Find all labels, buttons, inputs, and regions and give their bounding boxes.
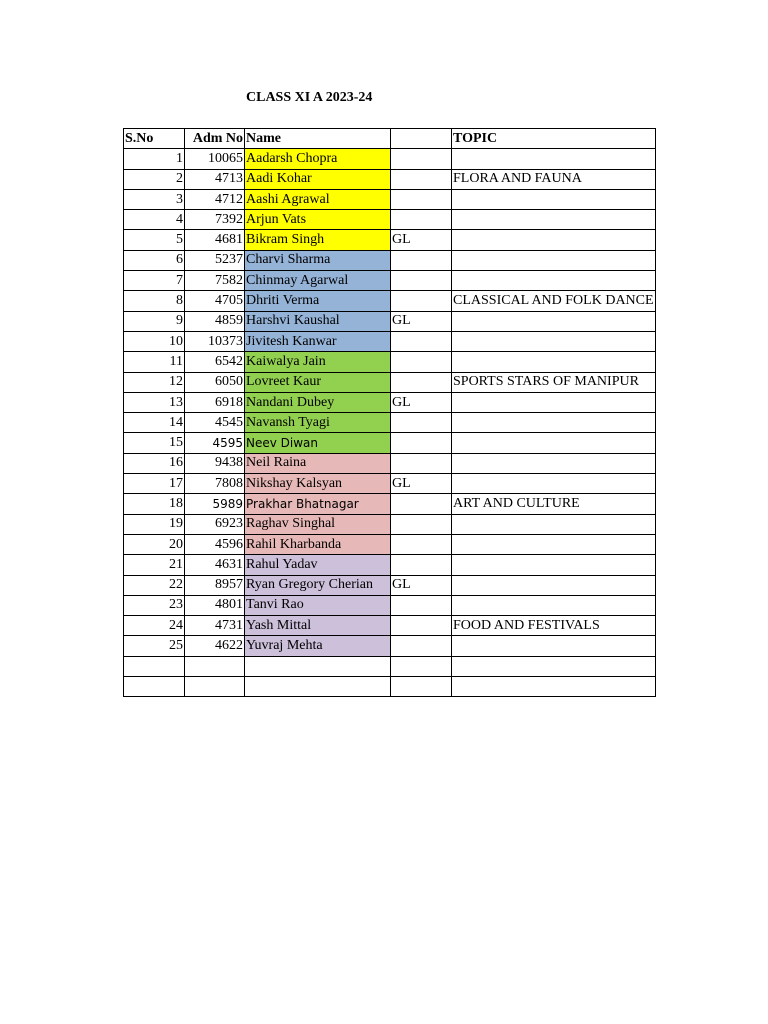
adm-no-cell: 10065 <box>185 149 245 169</box>
sno-cell: 16 <box>124 453 185 473</box>
name-cell: Neev Diwan <box>245 433 391 453</box>
name-cell: Rahul Yadav <box>245 555 391 575</box>
gl-cell <box>391 291 452 311</box>
topic-cell <box>452 210 656 230</box>
adm-no-cell: 9438 <box>185 453 245 473</box>
topic-cell <box>452 331 656 351</box>
name-cell: Harshvi Kaushal <box>245 311 391 331</box>
name-cell: Aadarsh Chopra <box>245 149 391 169</box>
name-cell: Prakhar Bhatnagar <box>245 494 391 514</box>
header-sno: S.No <box>124 129 185 149</box>
topic-cell: FOOD AND FESTIVALS <box>452 616 656 636</box>
sno-cell: 14 <box>124 413 185 433</box>
sno-cell: 18 <box>124 494 185 514</box>
name-cell: Raghav Singhal <box>245 514 391 534</box>
gl-cell <box>391 677 452 697</box>
topic-cell: SPORTS STARS OF MANIPUR <box>452 372 656 392</box>
gl-cell <box>391 250 452 270</box>
topic-cell: FLORA AND FAUNA <box>452 169 656 189</box>
adm-no-cell: 6542 <box>185 352 245 372</box>
adm-no-cell: 4859 <box>185 311 245 331</box>
name-cell: Tanvi Rao <box>245 595 391 615</box>
sno-cell: 7 <box>124 271 185 291</box>
table-row <box>124 514 656 534</box>
table-row <box>124 413 656 433</box>
table-row <box>124 453 656 473</box>
topic-cell <box>452 352 656 372</box>
adm-no-cell: 10373 <box>185 331 245 351</box>
adm-no-cell: 6050 <box>185 372 245 392</box>
sno-cell: 25 <box>124 636 185 656</box>
name-cell: Yuvraj Mehta <box>245 636 391 656</box>
gl-cell <box>391 494 452 514</box>
adm-no-cell: 6918 <box>185 392 245 412</box>
sno-cell: 2 <box>124 169 185 189</box>
adm-no-cell: 4705 <box>185 291 245 311</box>
table-row <box>124 210 656 230</box>
sno-cell: 23 <box>124 595 185 615</box>
gl-cell <box>391 534 452 554</box>
topic-cell <box>452 149 656 169</box>
topic-cell: ART AND CULTURE <box>452 494 656 514</box>
table-row <box>124 189 656 209</box>
name-cell: Charvi Sharma <box>245 250 391 270</box>
name-cell: Dhriti Verma <box>245 291 391 311</box>
adm-no-cell: 4712 <box>185 189 245 209</box>
adm-no-cell <box>185 656 245 676</box>
adm-no-cell: 7392 <box>185 210 245 230</box>
table-row <box>124 149 656 169</box>
gl-cell <box>391 514 452 534</box>
topic-cell <box>452 433 656 453</box>
adm-no-cell: 7808 <box>185 474 245 494</box>
gl-cell <box>391 169 452 189</box>
gl-cell: GL <box>391 392 452 412</box>
topic-cell <box>452 413 656 433</box>
adm-no-cell: 8957 <box>185 575 245 595</box>
adm-no-cell: 4631 <box>185 555 245 575</box>
gl-cell <box>391 149 452 169</box>
name-cell: Navansh Tyagi <box>245 413 391 433</box>
name-cell: Kaiwalya Jain <box>245 352 391 372</box>
topic-cell <box>452 474 656 494</box>
gl-cell <box>391 372 452 392</box>
sno-cell: 1 <box>124 149 185 169</box>
topic-cell <box>452 250 656 270</box>
gl-cell <box>391 413 452 433</box>
topic-cell <box>452 575 656 595</box>
table-row <box>124 169 656 189</box>
topic-cell <box>452 595 656 615</box>
table-row <box>124 555 656 575</box>
adm-no-cell: 4731 <box>185 616 245 636</box>
gl-cell: GL <box>391 230 452 250</box>
sheet-title: CLASS XI A 2023-24 <box>246 90 373 105</box>
topic-cell <box>452 392 656 412</box>
name-cell: Nandani Dubey <box>245 392 391 412</box>
table-row <box>124 636 656 656</box>
gl-cell: GL <box>391 575 452 595</box>
topic-cell <box>452 311 656 331</box>
topic-cell <box>452 677 656 697</box>
adm-no-cell: 4713 <box>185 169 245 189</box>
table-row <box>124 230 656 250</box>
name-cell: Bikram Singh <box>245 230 391 250</box>
table-row <box>124 575 656 595</box>
gl-cell <box>391 331 452 351</box>
sno-cell: 22 <box>124 575 185 595</box>
adm-no-cell <box>185 677 245 697</box>
adm-no-cell: 4622 <box>185 636 245 656</box>
name-cell <box>245 656 391 676</box>
table-row <box>124 595 656 615</box>
topic-cell <box>452 636 656 656</box>
header-name: Name <box>245 129 391 149</box>
table-row <box>124 331 656 351</box>
table-row <box>124 271 656 291</box>
table-row <box>124 291 656 311</box>
adm-no-cell: 4801 <box>185 595 245 615</box>
gl-cell <box>391 433 452 453</box>
sno-cell: 5 <box>124 230 185 250</box>
table-row <box>124 534 656 554</box>
adm-no-cell: 4595 <box>185 433 245 453</box>
topic-cell <box>452 514 656 534</box>
sno-cell: 19 <box>124 514 185 534</box>
header-blank <box>391 129 452 149</box>
sno-cell <box>124 677 185 697</box>
name-cell: Nikshay Kalsyan <box>245 474 391 494</box>
gl-cell <box>391 271 452 291</box>
table-row <box>124 372 656 392</box>
table-row <box>124 433 656 453</box>
table-row <box>124 352 656 372</box>
gl-cell: GL <box>391 474 452 494</box>
sno-cell: 13 <box>124 392 185 412</box>
topic-cell <box>452 271 656 291</box>
name-cell: Lovreet Kaur <box>245 372 391 392</box>
sno-cell: 9 <box>124 311 185 331</box>
gl-cell <box>391 189 452 209</box>
gl-cell <box>391 595 452 615</box>
table-row <box>124 616 656 636</box>
sno-cell: 17 <box>124 474 185 494</box>
sno-cell <box>124 656 185 676</box>
sno-cell: 12 <box>124 372 185 392</box>
adm-no-cell: 6923 <box>185 514 245 534</box>
name-cell: Yash Mittal <box>245 616 391 636</box>
topic-cell <box>452 555 656 575</box>
sno-cell: 24 <box>124 616 185 636</box>
gl-cell <box>391 453 452 473</box>
sno-cell: 8 <box>124 291 185 311</box>
header-row <box>124 129 656 149</box>
sno-cell: 21 <box>124 555 185 575</box>
gl-cell <box>391 555 452 575</box>
sno-cell: 20 <box>124 534 185 554</box>
gl-cell: GL <box>391 311 452 331</box>
adm-no-cell: 7582 <box>185 271 245 291</box>
sno-cell: 11 <box>124 352 185 372</box>
class-table <box>123 128 656 697</box>
adm-no-cell: 5237 <box>185 250 245 270</box>
gl-cell <box>391 616 452 636</box>
table-row <box>124 311 656 331</box>
adm-no-cell: 4681 <box>185 230 245 250</box>
adm-no-cell: 4545 <box>185 413 245 433</box>
name-cell: Chinmay Agarwal <box>245 271 391 291</box>
name-cell: Aashi Agrawal <box>245 189 391 209</box>
topic-cell <box>452 453 656 473</box>
sno-cell: 10 <box>124 331 185 351</box>
gl-cell <box>391 210 452 230</box>
topic-cell <box>452 534 656 554</box>
table-row <box>124 494 656 514</box>
table-row <box>124 392 656 412</box>
table-row <box>124 656 656 676</box>
topic-cell <box>452 189 656 209</box>
table-row <box>124 677 656 697</box>
table-row <box>124 250 656 270</box>
adm-no-cell: 5989 <box>185 494 245 514</box>
name-cell: Rahil Kharbanda <box>245 534 391 554</box>
sno-cell: 3 <box>124 189 185 209</box>
topic-cell: CLASSICAL AND FOLK DANCE <box>452 291 656 311</box>
name-cell: Arjun Vats <box>245 210 391 230</box>
sno-cell: 15 <box>124 433 185 453</box>
sno-cell: 6 <box>124 250 185 270</box>
name-cell: Jivitesh Kanwar <box>245 331 391 351</box>
header-adm-no: Adm No <box>185 129 245 149</box>
topic-cell <box>452 656 656 676</box>
name-cell: Ryan Gregory Cherian <box>245 575 391 595</box>
adm-no-cell: 4596 <box>185 534 245 554</box>
sno-cell: 4 <box>124 210 185 230</box>
gl-cell <box>391 352 452 372</box>
gl-cell <box>391 656 452 676</box>
name-cell: Aadi Kohar <box>245 169 391 189</box>
topic-cell <box>452 230 656 250</box>
name-cell <box>245 677 391 697</box>
header-topic: TOPIC <box>452 129 656 149</box>
name-cell: Neil Raina <box>245 453 391 473</box>
gl-cell <box>391 636 452 656</box>
table-row <box>124 474 656 494</box>
